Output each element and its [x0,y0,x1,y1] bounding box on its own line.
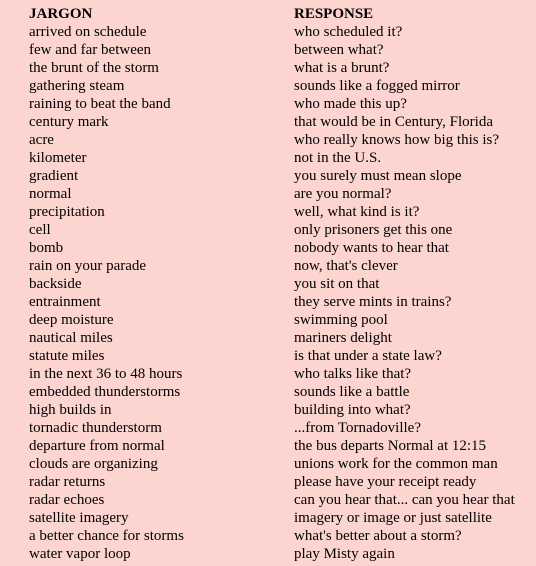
response-cell: sounds like a fogged mirror [294,78,460,94]
jargon-cell: clouds are organizing [29,456,158,472]
response-cell: now, that's clever [294,258,398,274]
response-cell: who talks like that? [294,366,412,382]
table-row [26,455,536,473]
table-row [26,365,536,383]
response-column-header: RESPONSE [294,6,374,22]
table-row [26,23,536,41]
table-row [26,545,536,563]
jargon-cell: tornadic thunderstorm [29,420,162,436]
jargon-cell: kilometer [29,150,87,166]
response-cell: imagery or image or just satellite [294,510,492,526]
response-cell: is that under a state law? [294,348,442,364]
jargon-cell: a better chance for storms [29,528,184,544]
jargon-cell: cell [29,222,51,238]
jargon-cell: raining to beat the band [29,96,171,112]
table-row [26,275,536,293]
response-cell: nobody wants to hear that [294,240,449,256]
response-cell: play Misty again [294,546,395,562]
jargon-cell: normal [29,186,72,202]
table-row [26,437,536,455]
table-row [26,221,536,239]
response-cell: what's better about a storm? [294,528,462,544]
table-row [26,77,536,95]
response-cell: that would be in Century, Florida [294,114,493,130]
table-row [26,491,536,509]
table-row [26,167,536,185]
response-cell: mariners delight [294,330,392,346]
jargon-cell: high builds in [29,402,112,418]
jargon-cell: precipitation [29,204,105,220]
response-cell: sounds like a battle [294,384,410,400]
table-row [26,203,536,221]
table-row [26,239,536,257]
jargon-cell: few and far between [29,42,152,58]
jargon-cell: entrainment [29,294,101,310]
jargon-cell: embedded thunderstorms [29,384,181,400]
table-row [26,347,536,365]
table-row [26,473,536,491]
response-cell: what is a brunt? [294,60,390,76]
response-cell: well, what kind is it? [294,204,420,220]
table-row [26,311,536,329]
response-cell: only prisoners get this one [294,222,453,238]
jargon-response-table [26,5,536,563]
jargon-cell: backside [29,276,82,292]
response-cell: you surely must mean slope [294,168,462,184]
table-row [26,383,536,401]
jargon-cell: arrived on schedule [29,24,147,40]
response-cell: can you hear that... can you hear that [294,492,515,508]
table-row [26,527,536,545]
jargon-cell: satellite imagery [29,510,129,526]
table-row [26,419,536,437]
jargon-cell: nautical miles [29,330,113,346]
jargon-cell: departure from normal [29,438,165,454]
table-body [26,23,536,563]
table-row [26,113,536,131]
jargon-cell: in the next 36 to 48 hours [29,366,183,382]
jargon-cell: radar returns [29,474,106,490]
response-cell: between what? [294,42,384,58]
response-cell: unions work for the common man [294,456,498,472]
table-row [26,401,536,419]
jargon-cell: deep moisture [29,312,114,328]
table-row [26,59,536,77]
table-row [26,509,536,527]
response-cell: who really knows how big this is? [294,132,499,148]
table-row [26,95,536,113]
jargon-cell: acre [29,132,54,148]
jargon-cell: the brunt of the storm [29,60,159,76]
response-cell: swimming pool [294,312,388,328]
response-cell: the bus departs Normal at 12:15 [294,438,487,454]
response-cell: ...from Tornadoville? [294,420,421,436]
response-cell: they serve mints in trains? [294,294,452,310]
jargon-cell: gathering steam [29,78,125,94]
response-cell: who scheduled it? [294,24,403,40]
table-row [26,41,536,59]
table-row [26,185,536,203]
jargon-cell: century mark [29,114,109,130]
table-row [26,257,536,275]
response-cell: you sit on that [294,276,380,292]
table-row [26,329,536,347]
jargon-cell: bomb [29,240,64,256]
header-row [26,5,536,23]
jargon-cell: rain on your parade [29,258,147,274]
table-row [26,131,536,149]
response-cell: who made this up? [294,96,407,112]
response-cell: building into what? [294,402,411,418]
response-cell: are you normal? [294,186,392,202]
jargon-column-header: JARGON [29,6,93,22]
jargon-cell: statute miles [29,348,105,364]
jargon-cell: gradient [29,168,79,184]
response-cell: please have your receipt ready [294,474,477,490]
table-row [26,293,536,311]
response-cell: not in the U.S. [294,150,382,166]
jargon-cell: water vapor loop [29,546,131,562]
jargon-cell: radar echoes [29,492,105,508]
table-row [26,149,536,167]
